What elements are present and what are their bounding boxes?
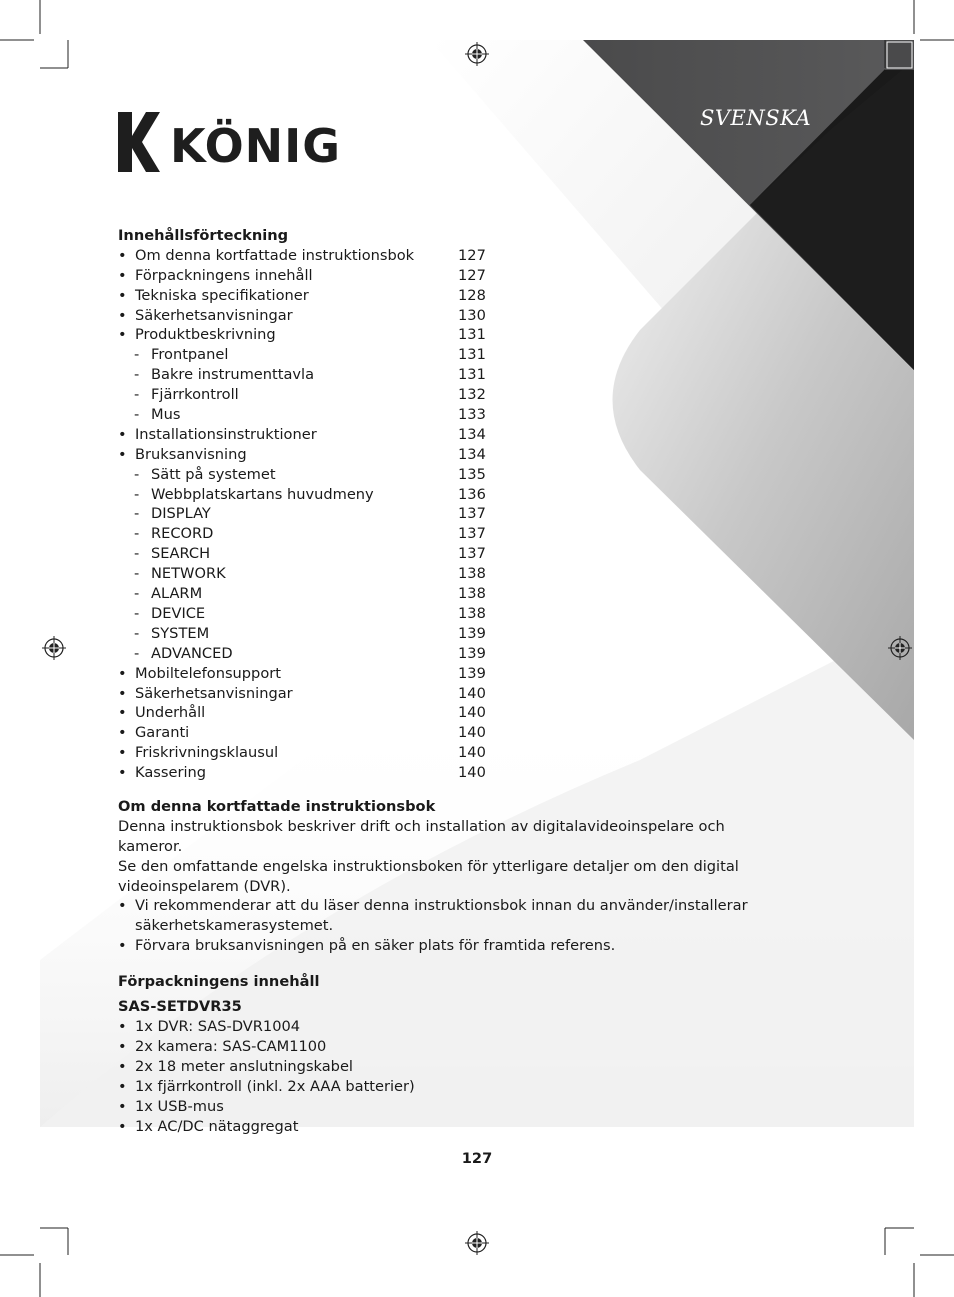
list-item: [118, 1037, 778, 1057]
toc-item-label: Fjärrkontroll: [151, 386, 239, 404]
toc-item: [118, 684, 778, 704]
toc-marker: -: [134, 525, 140, 543]
toc-marker: •: [118, 724, 127, 742]
toc-marker: •: [118, 744, 127, 762]
toc-marker: •: [118, 246, 127, 264]
toc-item-label: DEVICE: [151, 604, 206, 622]
toc-marker: •: [118, 286, 127, 304]
toc-marker: •: [118, 684, 127, 702]
list-item: [118, 1017, 778, 1037]
toc-item-page: 138: [458, 565, 486, 583]
toc-item-label: Bruksanvisning: [135, 445, 247, 463]
toc-item-label: SEARCH: [151, 545, 211, 563]
bullet: •: [118, 1037, 127, 1055]
toc-item: [118, 524, 778, 544]
toc-marker: •: [118, 764, 127, 782]
toc-marker: •: [118, 704, 127, 722]
toc-title: Innehållsförteckning: [118, 227, 289, 244]
toc-item: [118, 405, 778, 425]
toc-item: [118, 564, 778, 584]
toc-item-page: 140: [458, 744, 486, 762]
toc-item: [118, 504, 778, 524]
main-content: [118, 226, 778, 1136]
konig-logo: [118, 112, 343, 172]
toc-item-label: Mobiltelefonsupport: [135, 664, 281, 682]
toc-item-label: Produktbeskrivning: [135, 326, 276, 344]
toc-item-label: SYSTEM: [151, 624, 210, 642]
toc-item: [118, 306, 778, 326]
toc-item: [118, 664, 778, 684]
bullet: •: [118, 1117, 127, 1135]
toc-marker: -: [134, 485, 140, 503]
package-item-label: 1x DVR: SAS-DVR1004: [135, 1018, 301, 1036]
toc-item-label: Friskrivningsklausul: [135, 744, 279, 762]
toc-marker: -: [134, 545, 140, 563]
toc-marker: -: [134, 366, 140, 384]
toc-item-page: 140: [458, 724, 486, 742]
toc-item-page: 134: [458, 425, 486, 443]
toc-item-page: 138: [458, 604, 486, 622]
bullet: •: [118, 897, 127, 915]
toc-item-page: 128: [458, 286, 486, 304]
registration-mark-icon: [465, 1231, 489, 1255]
toc-item-label: ADVANCED: [151, 644, 233, 662]
bullet: •: [118, 937, 127, 955]
registration-mark-icon: [465, 42, 489, 66]
toc-item-page: 130: [458, 306, 486, 324]
toc-item-label: Säkerhetsanvisningar: [135, 684, 293, 702]
registration-mark-icon: [888, 636, 912, 660]
package-item-label: 2x kamera: SAS-CAM1100: [135, 1037, 327, 1055]
toc-item-label: Säkerhetsanvisningar: [135, 306, 293, 324]
list-item: [118, 1077, 778, 1097]
package-model: SAS-SETDVR35: [118, 998, 242, 1016]
about-text-line: Denna instruktionsbok beskriver drift och installation av digitalavideoinspelare och kameror.: [118, 817, 725, 855]
toc-marker: -: [134, 386, 140, 404]
toc-marker: •: [118, 306, 127, 324]
toc-marker: -: [134, 505, 140, 523]
package-list: [118, 1017, 778, 1136]
toc-marker: -: [134, 565, 140, 583]
toc-item: [118, 604, 778, 624]
list-item: • Vi rekommenderar att du läser denna instruktionsbok innan du använder/installerar säkerhetskamerasystemet.: [118, 897, 748, 935]
toc-item-page: 138: [458, 585, 486, 603]
toc-item: [118, 743, 778, 763]
toc-marker: -: [134, 604, 140, 622]
toc-marker: •: [118, 266, 127, 284]
toc-item-page: 127: [458, 246, 486, 264]
toc-item: [118, 246, 778, 266]
toc-item-label: Sätt på systemet: [151, 465, 276, 483]
about-title: Om denna kortfattade instruktionsbok: [118, 797, 436, 815]
toc-marker: -: [134, 346, 140, 364]
toc-item-label: Bakre instrumenttavla: [151, 366, 315, 384]
toc-item: [118, 644, 778, 664]
toc-list: [118, 246, 778, 783]
toc-item-page: 131: [458, 326, 486, 344]
toc-item: [118, 485, 778, 505]
toc-marker: •: [118, 326, 127, 344]
toc-item-label: Garanti: [135, 724, 190, 742]
toc-item-label: Webbplatskartans huvudmeny: [151, 485, 374, 503]
about-text-line: videoinspelarem (DVR).: [118, 877, 291, 895]
bullet: •: [118, 1097, 127, 1115]
toc-item: [118, 286, 778, 306]
toc-item-page: 127: [458, 266, 486, 284]
toc-item: [118, 445, 778, 465]
toc-item: [118, 584, 778, 604]
language-label: SVENSKA: [700, 106, 812, 130]
corner-tab: [885, 40, 914, 70]
page-number: 127: [461, 1150, 493, 1167]
toc-item-page: 136: [458, 485, 486, 503]
toc-marker: -: [134, 644, 140, 662]
toc-item: [118, 465, 778, 485]
about-text-line: Se den omfattande engelska instruktionsboken för ytterligare detaljer om den digital: [118, 857, 739, 875]
list-item: [118, 1097, 778, 1117]
toc-item-label: Mus: [151, 406, 181, 424]
toc-marker: -: [134, 406, 140, 424]
toc-item: [118, 325, 778, 345]
package-item-label: 1x USB-mus: [135, 1097, 224, 1115]
toc-item-label: DISPLAY: [151, 505, 211, 523]
package-item-label: 1x fjärrkontroll (inkl. 2x AAA batterier): [135, 1077, 415, 1095]
toc-item-page: 137: [458, 525, 486, 543]
toc-item-page: 133: [458, 406, 486, 424]
toc-item: [118, 624, 778, 644]
toc-marker: •: [118, 425, 127, 443]
toc-item-label: Tekniska specifikationer: [135, 286, 309, 304]
toc-item-page: 140: [458, 704, 486, 722]
toc-item: [118, 425, 778, 445]
toc-item-page: 140: [458, 684, 486, 702]
toc-item-page: 131: [458, 346, 486, 364]
toc-item-page: 137: [458, 545, 486, 563]
toc-item-label: RECORD: [151, 525, 214, 543]
toc-item: [118, 544, 778, 564]
toc-marker: •: [118, 445, 127, 463]
about-bullets: [118, 896, 778, 956]
toc-item: [118, 763, 778, 783]
toc-item: [118, 266, 778, 286]
toc-item-page: 132: [458, 386, 486, 404]
toc-item-page: 137: [458, 505, 486, 523]
toc-item-page: 140: [458, 764, 486, 782]
package-item-label: 2x 18 meter anslutningskabel: [135, 1057, 353, 1075]
registration-mark-icon: [42, 636, 66, 660]
toc-marker: -: [134, 465, 140, 483]
toc-item: [118, 703, 778, 723]
package-item-label: 1x AC/DC nätaggregat: [135, 1117, 299, 1135]
bullet: •: [118, 1057, 127, 1075]
toc-item-label: ALARM: [151, 585, 203, 603]
toc-item-label: Frontpanel: [151, 346, 229, 364]
toc-item-label: Kassering: [135, 764, 207, 782]
toc-marker: •: [118, 664, 127, 682]
toc-item-page: 139: [458, 644, 486, 662]
package-title: Förpackningens innehåll: [118, 973, 320, 991]
bullet: •: [118, 1077, 127, 1095]
toc-item-label: Om denna kortfattade instruktionsbok: [135, 246, 415, 264]
toc-item: [118, 365, 778, 385]
toc-item-label: NETWORK: [151, 565, 226, 583]
list-item: [118, 1057, 778, 1077]
toc-marker: -: [134, 585, 140, 603]
toc-item-page: 139: [458, 624, 486, 642]
list-item: [118, 1117, 778, 1137]
bullet: •: [118, 1018, 127, 1036]
toc-item: [118, 385, 778, 405]
toc-item-page: 134: [458, 445, 486, 463]
toc-item-page: 131: [458, 366, 486, 384]
toc-item: [118, 723, 778, 743]
toc-item-label: Förpackningens innehåll: [135, 266, 313, 284]
list-item: • Förvara bruksanvisningen på en säker plats för framtida referens.: [118, 937, 616, 955]
toc-item-page: 135: [458, 465, 486, 483]
brand-wordmark: KÖNIG: [170, 119, 342, 172]
toc-item-label: Underhåll: [135, 704, 206, 722]
toc-item: [118, 345, 778, 365]
toc-marker: -: [134, 624, 140, 642]
toc-item-page: 139: [458, 664, 486, 682]
toc-item-label: Installationsinstruktioner: [135, 425, 317, 443]
